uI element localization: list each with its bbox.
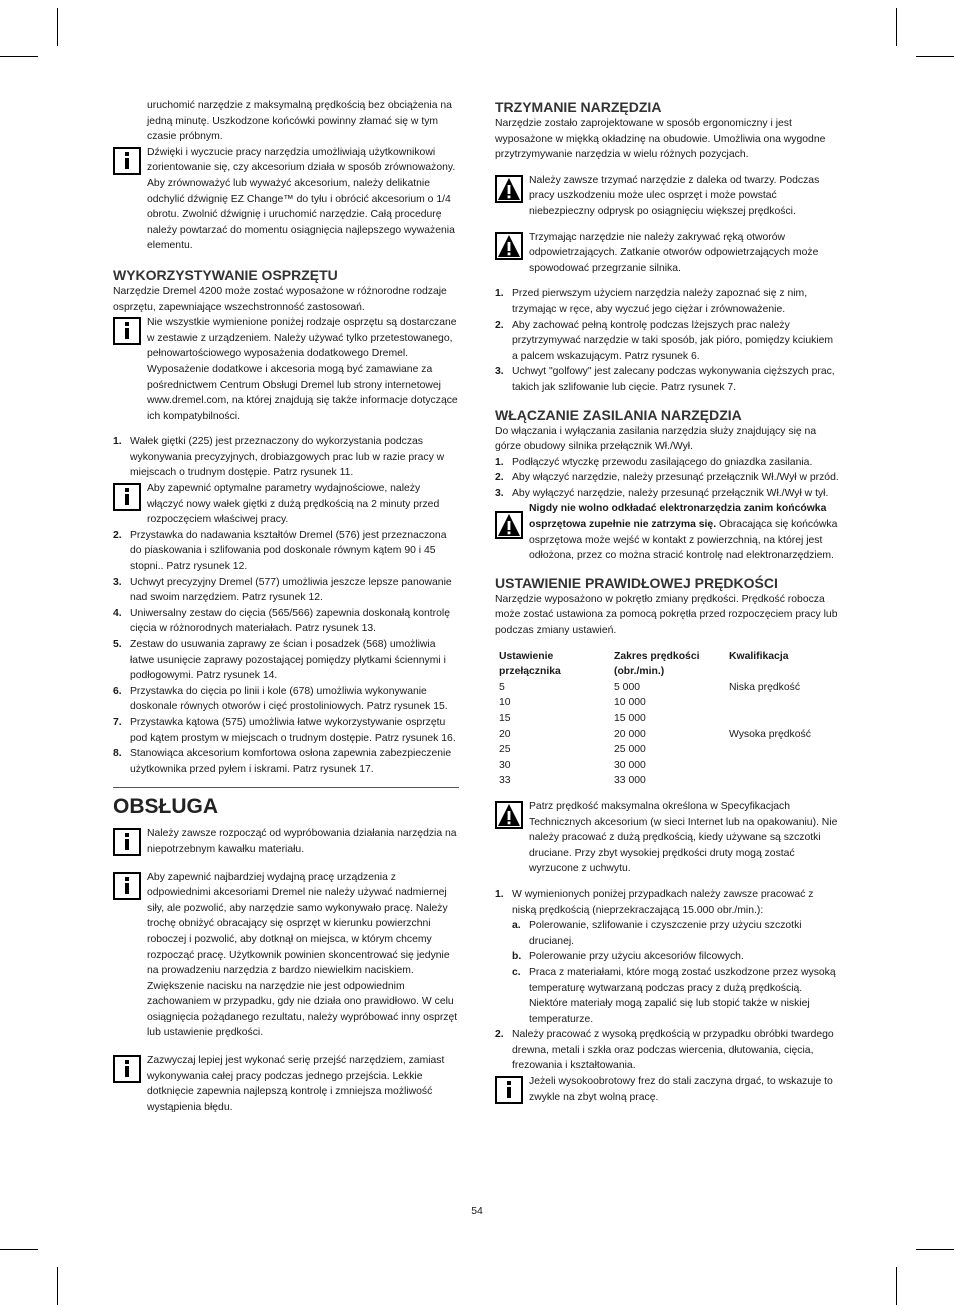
info-note: Aby zapewnić najbardziej wydajną pracę urządzenia z odpowiednimi akcesoriami Dremel nie należy używać nadmiernej siły, ale pozwolić, aby narzędzie samo wykonywało pracę. Należy trochę obniżyć obracający się osprzęt w kierunku powierzchni roboczej i pozwolić, aby dotknął on miejsca, w którym chcemy rozpocząć pracę. Użytkownik powinien skoncentrować się jedynie na prowadzeniu narzędzia z bardzo niewielkim naciskiem. Zwiększenie nacisku na narzędzie nie jest odpowiednim zachowaniem w przypadku, gdy nie działa ono prawidłowo. W celu osiągnięcia pożądanego rezultatu, należy wypróbować inny osprzęt lub ustawienie prędkości. [113,870,459,1042]
holding-list [495,286,839,395]
warning-note: Patrz prędkość maksymalna określona w Specyfikacjach Technicznych akcesorium (w sieci Internet lub na opakowaniu). Nie należy pracować z dużą prędkością, kiedy używane są szczotki druciane. Przy zbyt wysokiej prędkości druty mogą zostać wyrzucone z uchwytu. [495,799,839,877]
table-row: 15 15 000 [499,713,646,724]
crop-mark [57,8,58,46]
intro-continuation: uruchomić narzędzie z maksymalną prędkością bez obciążenia na jedną minutę. Uszkodzone końcówki powinny złamać się w tym czasie próbnym. [147,100,452,143]
speed-list [495,887,839,1074]
sublist-item: b. Polerowanie przy użyciu akcesoriów filcowych. [512,951,744,963]
info-icon [113,828,141,856]
warning-note: Nigdy nie wolno odkładać elektronarzędzia zanim końcówka osprzętowa zupełnie nie zatrzyma się. Obracająca się końcówka osprzętowa może wejść w kontakt z powierzchnią, na której jest odłożona, przez co można stracić kontrolę nad elektronarzędziem. [495,501,839,563]
warning-icon [495,511,523,539]
list-item: 2. Aby włączyć narzędzie, należy przesunąć przełącznik Wł./Wył w przód. [495,472,839,484]
list-item: 3. Uchwyt "golfowy" jest zalecany podczas wykonywania cięższych prac, takich jak szlifowanie lub cięcie. Patrz rysunek 7. [495,366,835,393]
crop-mark [916,56,954,57]
crop-mark [896,8,897,46]
left-column [113,98,459,1115]
list-item: 1. Podłączyć wtyczkę przewodu zasilającego do gniazdka zasilania. [495,456,813,468]
info-note: Nie wszystkie wymienione poniżej rodzaje osprzętu są dostarczane w zestawie z urządzeniem. Należy używać tylko przetestowanego, pełnowartościowego wyposażenia dodatkowego Dremel. Wyposażenie dodatkowe i akcesoria mogą być zamawiane za pośrednictwem Centrum Obsługi Dremel lub strony internetowej www.dremel.com, na której znajdują się także informacje dotyczące ich kompatybilności. [113,315,459,424]
info-icon [113,1055,141,1083]
info-note: Jeżeli wysokoobrotowy frez do stali zaczyna drgać, to wskazuje to zwykle na zbyt wolną pracę. [495,1074,839,1105]
section-heading-speed: USTAWIENIE PRAWIDŁOWEJ PRĘDKOŚCI [495,574,778,591]
paragraph: Narzędzie wyposażono w pokrętło zmiany prędkości. Prędkość robocza może zostać ustawiona za pomocą pokrętła przed rozpoczęciem pracy lub podczas zmiany ustawień. [495,593,838,637]
info-note: Należy zawsze rozpocząć od wypróbowania działania narzędzia na niepotrzebnym kawałku materiału. [113,826,459,857]
speed-sublist [512,918,839,1027]
list-item: 4. Uniwersalny zestaw do cięcia (565/566) zapewnia doskonałą kontrolę cięcia w różnorodnych materiałach. Patrz rysunek 13. [113,607,450,635]
section-heading-operation: OBSŁUGA [113,795,218,819]
warning-note: Trzymając narzędzie nie należy zakrywać ręką otworów odpowietrzających. Zatkanie otworów odpowietrzających może spowodować przegrzanie silnika. [495,230,839,277]
list-item: 2. Przystawka do nadawania kształtów Dremel (576) jest przeznaczona do piaskowania i szlifowania pod doskonale równym kątem 90 i 45 stopni.. Patrz rysunek 12. [113,529,447,573]
table-row: 30 30 000 [499,759,646,771]
info-icon [495,1076,523,1104]
sublist-item: a. Polerowanie, szlifowanie i czyszczenie przy użyciu szczotki drucianej. [512,920,802,947]
paragraph: Narzędzie zostało zaprojektowane w sposób ergonomiczny i jest wyposażone w miękką okładzinę na obudowie. Umożliwia ona wygodne przytrzymywanie narzędzia w wielu różnych pozycjach. [495,118,826,161]
warning-icon [495,232,523,260]
right-column [495,98,839,1105]
crop-mark [0,1249,38,1250]
paragraph: Narzędzie Dremel 4200 może zostać wyposażone w różnorodne rodzaje osprzętu, zapewniające wszechstronność zastosowań. [113,285,447,313]
info-note: Dźwięki i wyczucie pracy narzędzia umożliwiają użytkownikowi zorientowanie się, czy akcesorium działa w sposób zrównoważony. Aby zrównoważyć lub wyważyć akcesorium, należy delikatnie odchylić dźwignię EZ Change™ do tyłu i obrócić akcesorium o 1/4 obrotu. Zwolnić dźwignię i uruchomić narzędzie. Całą procedurę należy powtarzać do momentu osiągnięcia najlepszego wyważenia elementu. [113,145,459,254]
section-divider [113,787,459,788]
list-item: 1. W wymienionych poniżej przypadkach należy zawsze pracować z niską prędkością (nieprzekraczającą 15.000 obr./min.): a. Polerowanie, szlifowanie i czyszczenie przy użyciu szczotki drucianej. b. Polerowanie przy użyciu akcesoriów filcowych. c. Praca z materiałami, które mogą zostać uszkodzone przez wysoką temperaturę wytwarzaną podczas pracy z dużą prędkością. Niektóre materiały mogą zapalić się lub stopić także w niskiej temperaturze. [495,887,839,1027]
info-icon [113,483,141,511]
list-item: 2. Aby zachować pełną kontrolę podczas lżejszych prac należy przytrzymywać narzędzie w taki sposób, jak pióro, pomiędzy kciukiem a palcem wskazującym. Patrz rysunek 6. [495,319,834,362]
info-icon [113,147,141,175]
warning-note: Należy zawsze trzymać narzędzie z daleka od twarzy. Podczas pracy uszkodzeniu może ulec osprzęt i może powstać niebezpieczny odprysk po osiągnięciu większej prędkości. [495,173,839,220]
section-heading-power: WŁĄCZANIE ZASILANIA NARZĘDZIA [495,406,742,423]
sublist-item: c. Praca z materiałami, które mogą zostać uszkodzone przez wysoką temperaturę wytwarzaną podczas pracy z dużą prędkością. Niektóre materiały mogą zapalić się lub stopić także w niskiej temperaturze. [512,966,836,1025]
accessories-list [113,434,459,481]
list-item: 8. Stanowiąca akcesorium komfortowa osłona zapewnia zabezpieczenie użytkownika przed pyłem i iskrami. Patrz rysunek 17. [113,748,452,775]
accessories-list-cont [113,528,459,778]
warning-icon [495,175,523,203]
paragraph: Do włączania i wyłączania zasilania narzędzia służy znajdujący się na górze obudowy silnika przełącznik Wł./Wył. [495,425,817,453]
section-heading-accessories: WYKORZYSTYWANIE OSPRZĘTU [113,266,338,283]
list-item: 1. Wałek giętki (225) jest przeznaczony do wykorzystania podczas wykonywania precyzyjnych, drobiazgowych prac lub w razie pracy w miejscach o trudnym dostępie. Patrz rysunek 11. [113,436,445,479]
table-row: 25 25 000 [499,744,646,756]
info-note: Aby zapewnić optymalne parametry wydajnościowe, należy włączyć nowy wałek giętki z dużą prędkością na 2 minuty przed rozpoczęciem właściwej pracy. [113,481,459,528]
crop-mark [57,1267,58,1305]
table-row: 5 5 000 Niska prędkość [499,681,801,693]
table-row: 20 20 000 Wysoka prędkość [499,728,811,740]
power-list [495,455,839,502]
crop-mark [0,56,38,57]
speed-table [499,649,839,789]
table-row: 33 33 000 [499,775,646,787]
list-item: 1. Przed pierwszym użyciem narzędzia należy zapoznać się z nim, trzymając w ręce, aby wyczuć jego ciężar i zrównoważenie. [495,288,808,315]
info-icon [113,317,141,345]
list-item: 7. Przystawka kątowa (575) umożliwia łatwe wykorzystywanie osprzętu pod kątem prostym w miejscach o trudnym dostępie. Patrz rysunek 16. [113,716,456,744]
crop-mark [896,1267,897,1305]
table-header-row: Ustawienie przełącznika Zakres prędkości (obr./min.) Kwalifikacja [499,650,789,678]
list-item: 2. Należy pracować z wysoką prędkością w przypadku obróbki twardego drewna, metali i szkła oraz podczas wiercenia, dłutowania, cięcia, frezowania i kształtowania. [495,1029,834,1072]
info-note: Zazwyczaj lepiej jest wykonać serię przejść narzędziem, zamiast wykonywania całej pracy podczas jednego przejścia. Lekkie dotknięcie zapewnia najlepszą kontrolę i zmniejsza możliwość wystąpienia błędu. [113,1053,459,1115]
info-icon [113,872,141,900]
table-row: 10 10 000 [499,697,646,709]
page-number: 54 [471,1206,483,1217]
crop-mark [916,1249,954,1250]
list-item: 5. Zestaw do usuwania zaprawy ze ścian i posadzek (568) umożliwia łatwe usunięcie zaprawy pozostającej pomiędzy płytkami ściennymi i podłogowymi. Patrz rysunek 14. [113,639,446,682]
section-heading-holding: TRZYMANIE NARZĘDZIA [495,99,662,115]
warning-icon [495,801,523,829]
list-item: 3. Aby wyłączyć narzędzie, należy przesunąć przełącznik Wł./Wył w tył. [495,487,829,499]
list-item: 6. Przystawka do cięcia po linii i kole (678) umożliwia wykonywanie doskonale równych otworów i cięć prostoliniowych. Patrz rysunek 15. [113,685,448,713]
list-item: 3. Uchwyt precyzyjny Dremel (577) umożliwia jeszcze lepsze panowanie nad swoim narzędziem. Patrz rysunek 12. [113,576,452,604]
